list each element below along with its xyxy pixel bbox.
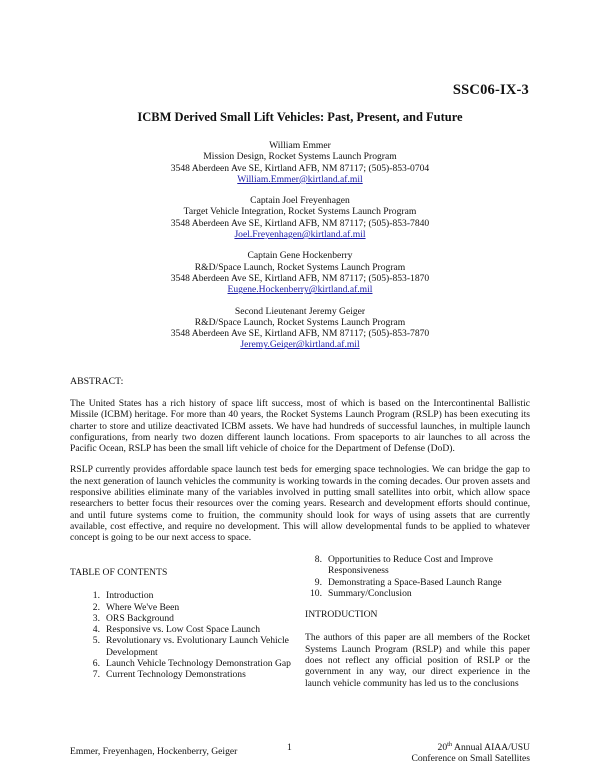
toc-number: 5. [92,635,100,647]
toc-number: 2. [92,601,100,613]
author-entry [70,195,530,240]
author-email-link[interactable]: Joel.Freyenhagen@kirtland.af.mil [234,229,366,241]
conf-line1: Annual AIAA/USU [452,742,530,753]
author-address: 3548 Aberdeen Ave SE, Kirtland AFB, NM 87117; (505)-853-0704 [170,162,430,174]
toc-text: Revolutionary vs. Evolutionary Launch Vehicle Development [106,635,289,658]
author-name: William Emmer [269,140,331,151]
author-address: 3548 Aberdeen Ave SE, Kirtland AFB, NM 87117; (505)-853-1870 [170,272,430,284]
author-role: Mission Design, Rocket Systems Launch Program [203,151,397,163]
toc-number: 10. [310,587,322,599]
toc-item [70,635,292,658]
toc-text: Where We've Been [106,601,180,613]
toc-list-continued [305,554,530,599]
author-role: Target Vehicle Integration, Rocket Systems Launch Program [183,206,417,218]
footer-conference [411,742,530,765]
author-email-link[interactable]: Jeremy.Geiger@kirtland.af.mil [240,339,360,351]
toc-item [305,588,530,599]
author-name: Captain Gene Hockenberry [247,250,353,262]
toc-item [70,613,292,624]
author-block [70,140,530,361]
author-entry [70,306,530,351]
toc-heading: TABLE OF CONTENTS [70,567,168,578]
toc-item [70,624,292,635]
toc-number: 3. [92,612,100,624]
toc-number: 6. [92,658,100,670]
abstract-heading: ABSTRACT: [70,376,124,387]
page-number: 1 [287,742,292,753]
conf-line2: Conference on Small Satellites [411,753,530,765]
toc-text: Current Technology Demonstrations [106,669,246,681]
toc-text: Launch Vehicle Technology Demonstration Gap [106,658,291,670]
abstract-body [70,398,530,554]
toc-item [70,669,292,680]
toc-number: 1. [92,590,100,602]
author-entry [70,140,530,185]
conf-suffix: th [447,740,453,748]
author-email-link[interactable]: William.Emmer@kirtland.af.mil [237,173,363,185]
toc-number: 7. [92,669,100,681]
author-role: R&D/Space Launch, Rocket Systems Launch Program [194,316,406,328]
toc-item [70,602,292,613]
author-address: 3548 Aberdeen Ave SE, Kirtland AFB, NM 87117; (505)-853-7870 [170,328,430,340]
toc-text: Demonstrating a Space-Based Launch Range [328,576,502,588]
toc-item [70,658,292,669]
right-column [305,554,530,689]
author-name: Second Lieutenant Jeremy Geiger [234,305,366,317]
toc-item [70,590,292,601]
toc-number: 8. [314,554,322,565]
left-column [70,567,292,681]
author-entry [70,250,530,295]
paper-id: SSC06-IX-3 [452,82,529,98]
abstract-paragraph: The United States has a rich history of space lift success, most of which is based on the Intercontinental Ballistic Missile (ICBM) heritage. For more than 40 years, the Rocket Systems Launch Program (RSLP) has been executing its charter to store and utilize deactivated ICBM assets. We have had hundreds of successful launches, in multiple launch configurations, from nearly two dozen different launch locations. From spaceports to air launches to all across the Pacific Ocean, RSLP has been the small lift vehicle of choice for the Department of Defense (DoD). [70,398,530,455]
author-name: Captain Joel Freyenhagen [250,195,350,207]
conf-number: 20 [437,742,448,753]
toc-number: 9. [314,576,322,588]
toc-text: Summary/Conclusion [328,587,412,599]
toc-text: ORS Background [106,612,174,624]
abstract-paragraph: RSLP currently provides affordable space launch test beds for emerging space technologies. We can bridge the gap to the next generation of launch vehicles the community is working towards in the coming decades. Our proven assets and responsive abilities eliminate many of the variables involved in putting small satellites into orbit, which allow space researchers to better focus their resources over the coming years. Research and development efforts should continue, and until future systems come to fruition, the community should look for ways of using assets that are currently available, cost effective, and require no development. This will allow developmental funds to be applied to whatever concept is going to be our next access to space. [70,464,530,544]
introduction-heading: INTRODUCTION [305,609,378,621]
toc-item [305,577,530,588]
footer-authors: Emmer, Freyenhagen, Hockenberry, Geiger [70,746,238,757]
author-address: 3548 Aberdeen Ave SE, Kirtland AFB, NM 87117; (505)-853-7840 [170,217,430,229]
toc-text: Introduction [106,590,154,602]
toc-text: Responsive vs. Low Cost Space Launch [106,624,261,636]
toc-number: 4. [92,624,100,636]
toc-item [305,554,530,577]
paper-title: ICBM Derived Small Lift Vehicles: Past, Present, and Future [137,110,463,124]
author-role: R&D/Space Launch, Rocket Systems Launch Program [194,261,406,273]
introduction-text: The authors of this paper are all members of the Rocket Systems Launch Program (RSLP) and while this paper does not reflect any official position of RSLP or the government in any way, our direct experience in the launch vehicle community has led us to the conclusions [305,632,530,689]
toc-text: Opportunities to Reduce Cost and Improve Responsiveness [328,554,493,577]
author-email-link[interactable]: Eugene.Hockenberry@kirtland.af.mil [227,284,373,296]
toc-list [70,590,292,680]
